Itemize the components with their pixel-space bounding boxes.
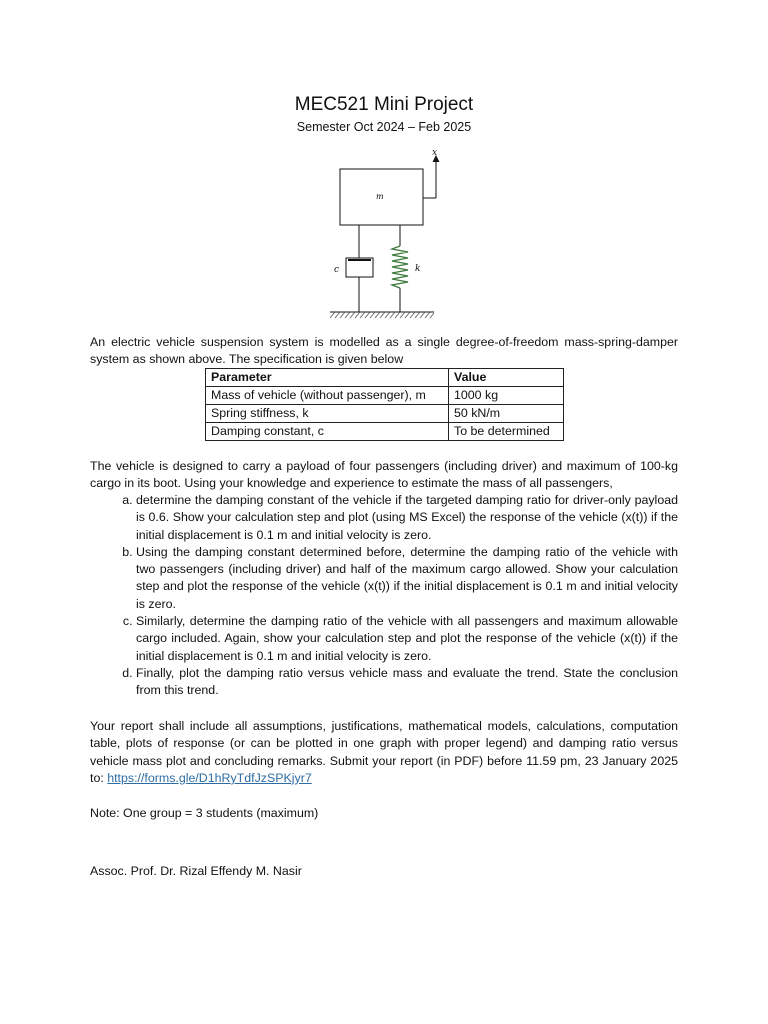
submission-link[interactable]: https://forms.gle/D1hRyTdfJzSPKjyr7	[107, 770, 312, 785]
damper-label: c	[334, 265, 340, 275]
table-cell: Spring stiffness, k	[206, 405, 449, 423]
mass-spring-damper-diagram	[318, 146, 450, 326]
table-header-parameter: Parameter	[206, 369, 449, 387]
task-item-b: b. Using the damping constant determined before, determine the damping ratio of the vehicle with two passengers (including driver) and half of the maximum cargo allowed. Show your calculation step and plot the response of the vehicle (x(t)) if the initial displacement is 0.1 m and initial velocity is zero.	[136, 544, 678, 613]
displacement-label: x	[432, 148, 438, 158]
table-cell: Damping constant, c	[206, 423, 449, 441]
table-cell: Mass of vehicle (without passenger), m	[206, 387, 449, 405]
table-row	[206, 423, 564, 441]
page-subtitle: Semester Oct 2024 – Feb 2025	[296, 120, 472, 134]
table-row	[206, 405, 564, 423]
page-title: MEC521 Mini Project	[294, 94, 474, 115]
report-paragraph	[90, 718, 678, 787]
table-header-row	[206, 369, 564, 387]
mass-label: m	[376, 192, 384, 201]
report-text: Your report shall include all assumptions, justifications, mathematical models, calculations, computation table, plots of response (or can be plotted in one graph with proper legend) and damping ratio versus vehicle mass plot and concluding remarks. Submit your report (in PDF) before 11.59 pm, 23 January 2025 to:	[90, 719, 678, 785]
table-row	[206, 387, 564, 405]
task-item-a: a. determine the damping constant of the vehicle if the targeted damping ratio for driver-only payload is 0.6. Show your calculation step and plot (using MS Excel) the response of the vehicle (x(t)) if the initial displacement is 0.1 m and initial velocity is zero.	[136, 492, 678, 544]
payload-paragraph: The vehicle is designed to carry a payload of four passengers (including driver) and maximum of 100-kg cargo in its boot. Using your knowledge and experience to estimate the mass of all passengers,	[90, 459, 678, 491]
table-cell: 50 kN/m	[449, 405, 564, 423]
author-name: Assoc. Prof. Dr. Rizal Effendy M. Nasir	[90, 864, 302, 878]
task-list	[90, 492, 678, 700]
group-note: Note: One group = 3 students (maximum)	[90, 806, 319, 820]
ground-hatch	[330, 312, 434, 318]
task-item-d: d. Finally, plot the damping ratio versus vehicle mass and evaluate the trend. State the conclusion from this trend.	[136, 665, 678, 700]
intro-paragraph: An electric vehicle suspension system is modelled as a single degree-of-freedom mass-spring-damper system as shown above. The specification is given below	[90, 335, 678, 367]
table-cell: To be determined	[449, 423, 564, 441]
spring-label: k	[415, 264, 421, 274]
table-cell: 1000 kg	[449, 387, 564, 405]
table-header-value: Value	[449, 369, 564, 387]
specification-table	[205, 368, 564, 441]
spring-coil	[392, 246, 408, 288]
task-item-c: c. Similarly, determine the damping ratio of the vehicle with all passengers and maximum allowable cargo included. Again, show your calculation step and plot the response of the vehicle (x(t)) if the initial displacement is 0.1 m and initial velocity is zero.	[136, 613, 678, 665]
